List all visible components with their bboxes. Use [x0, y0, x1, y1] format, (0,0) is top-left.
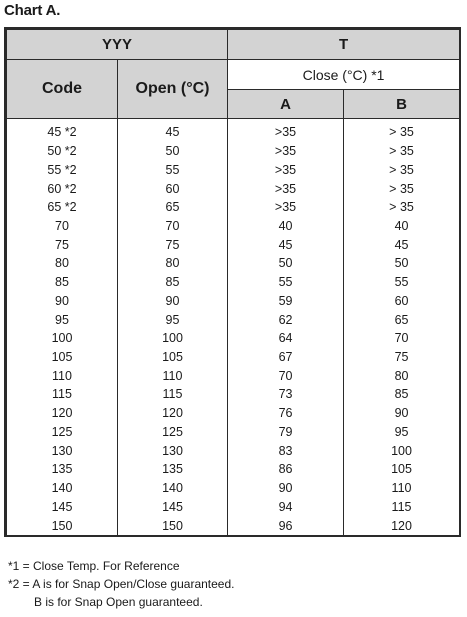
table-row: [7, 142, 460, 161]
chart-title: Chart A.: [4, 2, 61, 19]
cell-b: 75: [344, 348, 460, 367]
cell-a: 70: [228, 366, 344, 385]
cell-open: 110: [118, 366, 228, 385]
cell-code: 90: [7, 292, 118, 311]
cell-b: 85: [344, 385, 460, 404]
cell-b: 115: [344, 497, 460, 516]
table-row: [7, 366, 460, 385]
table-row: [7, 160, 460, 179]
cell-code: 150: [7, 516, 118, 535]
cell-a: 73: [228, 385, 344, 404]
header-a: A: [228, 90, 344, 119]
cell-b: 50: [344, 254, 460, 273]
cell-code: 110: [7, 366, 118, 385]
cell-open: 80: [118, 254, 228, 273]
cell-open: 55: [118, 160, 228, 179]
cell-code: 135: [7, 460, 118, 479]
cell-code: 95: [7, 310, 118, 329]
cell-code: 55 *2: [7, 160, 118, 179]
table-row: [7, 329, 460, 348]
cell-a: >35: [228, 179, 344, 198]
table-row: [7, 273, 460, 292]
cell-a: 50: [228, 254, 344, 273]
cell-a: 62: [228, 310, 344, 329]
cell-open: 60: [118, 179, 228, 198]
cell-b: 55: [344, 273, 460, 292]
cell-a: 55: [228, 273, 344, 292]
cell-open: 95: [118, 310, 228, 329]
cell-b: 110: [344, 479, 460, 498]
cell-a: 94: [228, 497, 344, 516]
cell-open: 150: [118, 516, 228, 535]
header-yyy: YYY: [7, 30, 228, 60]
table-row: [7, 310, 460, 329]
header-row-close: [7, 60, 460, 90]
footnotes: [8, 557, 235, 611]
cell-code: 100: [7, 329, 118, 348]
cell-a: 59: [228, 292, 344, 311]
table-row: [7, 198, 460, 217]
cell-a: 90: [228, 479, 344, 498]
cell-open: 125: [118, 423, 228, 442]
cell-b: 120: [344, 516, 460, 535]
table-row: [7, 404, 460, 423]
cell-a: >35: [228, 142, 344, 161]
cell-a: 79: [228, 423, 344, 442]
cell-code: 75: [7, 235, 118, 254]
cell-open: 135: [118, 460, 228, 479]
cell-code: 105: [7, 348, 118, 367]
cell-open: 100: [118, 329, 228, 348]
cell-b: 60: [344, 292, 460, 311]
cell-code: 125: [7, 423, 118, 442]
cell-b: 90: [344, 404, 460, 423]
cell-b: > 35: [344, 198, 460, 217]
header-code: Code: [7, 60, 118, 119]
table-row: [7, 119, 460, 142]
temperature-table: [4, 27, 461, 537]
cell-open: 115: [118, 385, 228, 404]
cell-code: 145: [7, 497, 118, 516]
cell-code: 85: [7, 273, 118, 292]
footnote-2: *2 = A is for Snap Open/Close guaranteed.: [8, 577, 235, 591]
cell-b: 80: [344, 366, 460, 385]
cell-b: 45: [344, 235, 460, 254]
cell-b: > 35: [344, 119, 460, 142]
table-row: [7, 423, 460, 442]
cell-a: 64: [228, 329, 344, 348]
table-row: [7, 441, 460, 460]
cell-b: 40: [344, 217, 460, 236]
cell-b: 65: [344, 310, 460, 329]
header-open: Open (°C): [118, 60, 228, 119]
cell-code: 65 *2: [7, 198, 118, 217]
cell-a: >35: [228, 198, 344, 217]
cell-open: 145: [118, 497, 228, 516]
table-row: [7, 217, 460, 236]
cell-b: > 35: [344, 142, 460, 161]
cell-b: 70: [344, 329, 460, 348]
cell-a: 83: [228, 441, 344, 460]
cell-a: 96: [228, 516, 344, 535]
cell-b: 105: [344, 460, 460, 479]
cell-open: 45: [118, 119, 228, 142]
cell-open: 50: [118, 142, 228, 161]
cell-a: 67: [228, 348, 344, 367]
cell-code: 60 *2: [7, 179, 118, 198]
temperature-table-grid: [6, 29, 460, 535]
cell-open: 90: [118, 292, 228, 311]
cell-a: 76: [228, 404, 344, 423]
table-row: [7, 460, 460, 479]
cell-open: 140: [118, 479, 228, 498]
footnote-1: *1 = Close Temp. For Reference: [8, 559, 180, 573]
cell-code: 45 *2: [7, 119, 118, 142]
cell-a: >35: [228, 119, 344, 142]
table-row: [7, 516, 460, 535]
cell-code: 120: [7, 404, 118, 423]
cell-code: 130: [7, 441, 118, 460]
cell-code: 115: [7, 385, 118, 404]
table-row: [7, 385, 460, 404]
cell-a: 45: [228, 235, 344, 254]
cell-code: 70: [7, 217, 118, 236]
table-row: [7, 235, 460, 254]
table-row: [7, 254, 460, 273]
cell-open: 75: [118, 235, 228, 254]
footnote-2-continued: B is for Snap Open guaranteed.: [34, 595, 203, 609]
header-row-group: [7, 30, 460, 60]
cell-a: 86: [228, 460, 344, 479]
cell-code: 140: [7, 479, 118, 498]
table-row: [7, 497, 460, 516]
cell-a: >35: [228, 160, 344, 179]
header-b: B: [344, 90, 460, 119]
cell-code: 50 *2: [7, 142, 118, 161]
cell-open: 130: [118, 441, 228, 460]
table-body: [7, 119, 460, 536]
cell-b: > 35: [344, 160, 460, 179]
cell-code: 80: [7, 254, 118, 273]
header-t: T: [228, 30, 460, 60]
cell-open: 105: [118, 348, 228, 367]
cell-open: 85: [118, 273, 228, 292]
cell-open: 120: [118, 404, 228, 423]
cell-b: 95: [344, 423, 460, 442]
header-close: Close (°C) *1: [228, 60, 460, 90]
table-row: [7, 292, 460, 311]
cell-open: 65: [118, 198, 228, 217]
table-row: [7, 348, 460, 367]
cell-open: 70: [118, 217, 228, 236]
table-row: [7, 179, 460, 198]
cell-b: > 35: [344, 179, 460, 198]
cell-b: 100: [344, 441, 460, 460]
table-row: [7, 479, 460, 498]
cell-a: 40: [228, 217, 344, 236]
